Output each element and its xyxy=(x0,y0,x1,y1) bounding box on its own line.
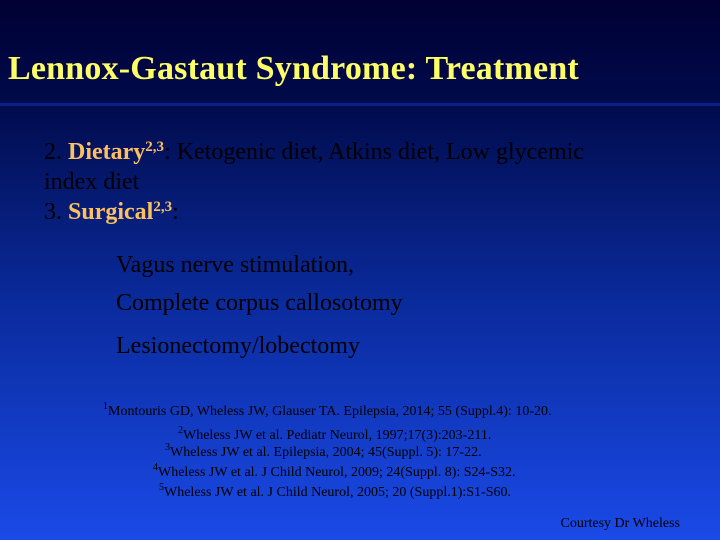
surgical-colon: : xyxy=(172,199,179,225)
reference-item xyxy=(103,401,720,420)
reference-number: 2 xyxy=(178,425,183,436)
reference-item xyxy=(165,442,720,461)
surgical-option: Complete corpus callosotomy xyxy=(116,290,403,316)
reference-number: 4 xyxy=(153,462,158,473)
surgical-option: Vagus nerve stimulation, xyxy=(116,252,354,278)
reference-text: Wheless JW et al. J Child Neurol, 2009; 24(Suppl. 8): S24-S32. xyxy=(158,465,516,480)
reference-text: Wheless JW et al. Pediatr Neurol, 1997;17(3):203-211. xyxy=(183,428,492,443)
reference-text: Wheless JW et al. J Child Neurol, 2005; 20 (Suppl.1):S1-S60. xyxy=(164,485,511,500)
reference-text: Montouris GD, Wheless JW, Glauser TA. Epilepsia, 2014; 55 (Suppl.4): 10-20. xyxy=(108,404,552,419)
dietary-citation: 2,3 xyxy=(145,139,165,155)
treatment-list xyxy=(44,137,694,227)
reference-text: Wheless JW et al. Epilepsia, 2004; 45(Suppl. 5): 17-22. xyxy=(170,445,482,460)
dietary-label: Dietary xyxy=(68,139,146,165)
surgical-label: Surgical xyxy=(68,199,154,225)
surgical-item xyxy=(44,197,694,227)
slide-title: Lennox-Gastaut Syndrome: Treatment xyxy=(8,50,579,87)
dietary-text: : Ketogenic diet, Atkins diet, Low glycemic xyxy=(164,139,584,165)
dietary-text-continued: index diet xyxy=(44,169,140,195)
surgical-citation: 2,3 xyxy=(153,199,173,215)
reference-number: 3 xyxy=(165,442,170,453)
surgical-option: Lesionectomy/lobectomy xyxy=(116,333,360,359)
reference-number: 5 xyxy=(159,482,164,493)
surgical-number: 3. xyxy=(44,199,62,225)
reference-number: 1 xyxy=(103,401,108,412)
title-divider xyxy=(0,103,720,106)
reference-item xyxy=(178,425,720,444)
courtesy-credit: Courtesy Dr Wheless xyxy=(560,516,680,531)
reference-item xyxy=(153,462,720,481)
dietary-item xyxy=(44,137,694,167)
dietary-number: 2. xyxy=(44,139,62,165)
reference-item xyxy=(159,482,720,501)
